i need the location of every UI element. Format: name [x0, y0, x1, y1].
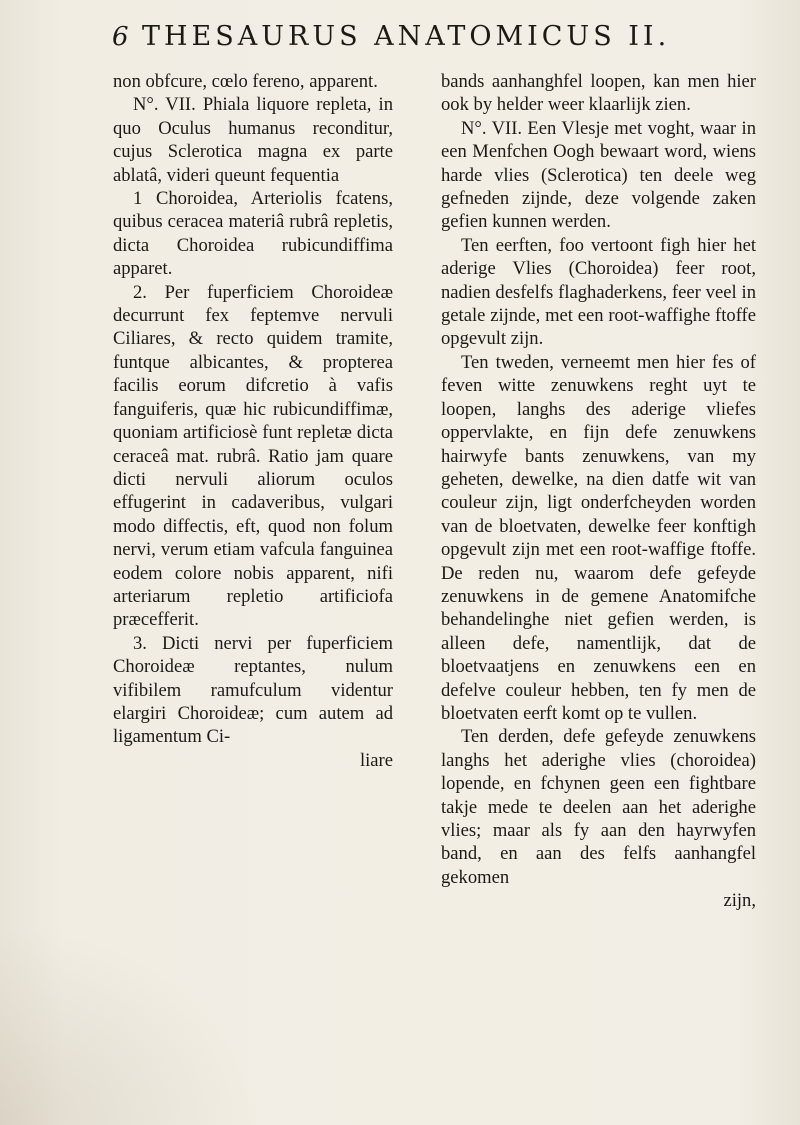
dutch-column: [441, 70, 756, 913]
running-title: THESAURUS ANATOMICUS II.: [142, 21, 671, 52]
latin-paragraph: 2. Per fuperficiem Choroideæ decurrunt fex feptemve nervuli Ciliares, & recto quidem tramite, funtque albicantes, & propterea facilis eorum difcretio à vafis fanguiferis, quæ hic rubicundiffimæ, quoniam artificiosè funt repletæ dicta ceraceâ mat. rubrâ. Ratio jam quare dicti nervuli aliorum oculos effugerint in cadaveribus, vulgari modo diffectis, eft, quod non folum nervi, verum etiam vafcula fanguinea eodem colore nobis apparent, nifi arteriarum repletio artificiofa præcefferit.: [113, 281, 393, 631]
latin-paragraph: non obfcure, cœlo fereno, apparent.: [113, 71, 378, 92]
page-stain: [0, 925, 260, 1125]
latin-column: [113, 70, 393, 772]
page-header: [112, 12, 760, 52]
dutch-paragraph: Ten derden, defe gefeyde zenuwkens langhs het aderighe vlies (choroidea) lopende, en fchynen geen een fightbare takje mede te deelen aan het aderighe vlies; maar als fy aan den hayrwyfen band, en aan des felfs aanhangfel gekomen: [441, 726, 756, 888]
latin-paragraph: 3. Dicti nervi per fuperficiem Choroideæ reptantes, nulum vifibilem ramufculum videntur elargiri Choroideæ; cum autem ad ligamentum Ci-: [113, 632, 393, 748]
latin-paragraph: 1 Choroidea, Arteriolis fcatens, quibus ceracea materiâ rubrâ repletis, dicta Choroidea rubicundiffima apparet.: [113, 188, 393, 280]
catchword: liare: [359, 749, 393, 771]
catchword: zijn,: [723, 890, 756, 912]
dutch-paragraph: Ten eerften, foo vertoont figh hier het aderige Vlies (Choroidea) feer root, nadien desfelfs flaghaderkens, feer veel in getale zijnde, met een root-waffighe ftoffe opgevult zijn.: [441, 234, 756, 350]
latin-paragraph: N°. VII. Phiala liquore repleta, in quo Oculus humanus reconditur, cujus Sclerotica magna ex parte ablatâ, videri queunt fequentia: [113, 94, 393, 186]
page-number: 6: [112, 22, 129, 52]
dutch-paragraph: Ten tweden, verneemt men hier fes of feven witte zenuwkens reght uyt te loopen, langhs des aderige vliefes oppervlakte, en fijn defe zenuwkens hairwyfe bants zenuwkens, van my geheten, dewelke, na dien datfe wit van couleur zijn, ligt onderfcheyden worden van de bloetvaten, dewelke feer konftigh opgevult zijn met een root-waffige ftoffe. De reden nu, waarom defe gefeyde zenuwkens in de gemene Anatomifche behandelinghe niet gefien werden, is alleen defe, namentlijk, dat de bloetvaatjens en zenuwkens een en defelve couleur hebben, ten fy men de bloetvaten eerft komt op te vullen.: [441, 351, 756, 724]
dutch-paragraph: bands aanhanghfel loopen, kan men hier ook by helder weer klaarlijk zien.: [441, 71, 756, 116]
dutch-paragraph: N°. VII. Een Vlesje met voght, waar in een Menfchen Oogh bewaart word, wiens harde vlies (Sclerotica) ten deele weg gefneden zijnde, deze volgende zaken gefien kunnen werden.: [441, 117, 756, 233]
